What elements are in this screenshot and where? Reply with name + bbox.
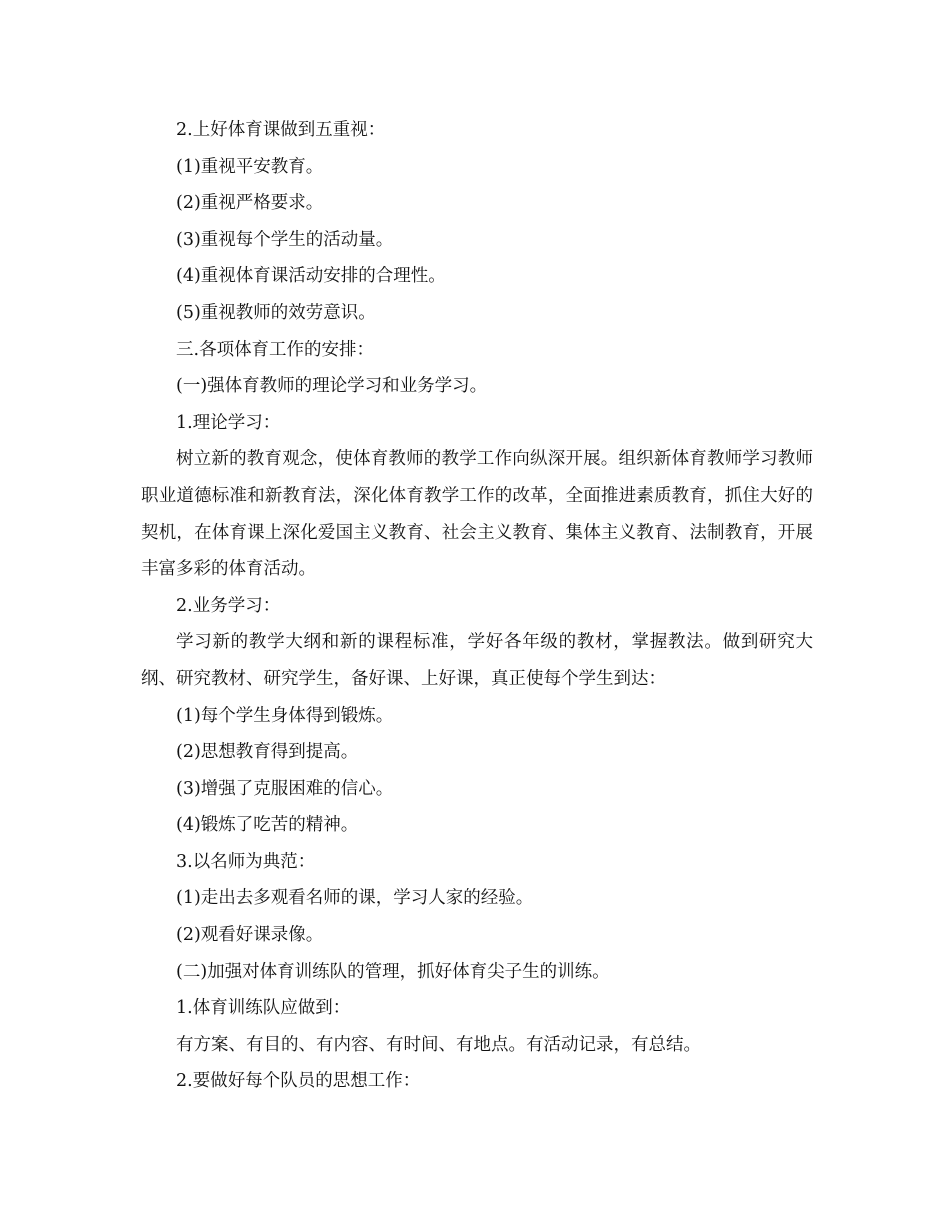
paragraph-business-study: 学习新的教学大纲和新的课程标准，学好各年级的教材，掌握教法。做到研究大纲、研究教材、研究学生，备好课、上好课，真正使每个学生到达： bbox=[141, 632, 813, 689]
heading-model-teachers: 3.以名师为典范： bbox=[176, 851, 316, 872]
paragraph-theory-study: 树立新的教育观念，使体育教师的教学工作向纵深开展。组织新体育教师学习教师职业道德标准和新教育法，深化体育教学工作的改革，全面推进素质教育，抓住大好的契机，在体育课上深化爱国主义教育、社会主义教育、集体主义教育、法制教育，开展丰富多彩的体育活动。 bbox=[141, 449, 813, 580]
heading-team-requirements: 1.体育训练队应做到： bbox=[176, 998, 351, 1019]
subsection-heading-study: (一)强体育教师的理论学习和业务学习。 bbox=[176, 376, 488, 397]
list-item: (4)重视体育课活动安排的合理性。 bbox=[176, 266, 446, 287]
heading-ideological-work: 2.要做好每个队员的思想工作： bbox=[176, 1071, 421, 1092]
list-item: (1)重视平安教育。 bbox=[176, 156, 324, 177]
list-item: (2)重视严格要求。 bbox=[176, 193, 324, 214]
document-body bbox=[141, 112, 813, 1100]
list-item: (2)观看好课录像。 bbox=[176, 925, 324, 946]
list-item: (5)重视教师的效劳意识。 bbox=[176, 302, 376, 323]
list-item: (1)走出去多观看名师的课，学习人家的经验。 bbox=[176, 888, 534, 909]
list-item: (3)增强了克服困难的信心。 bbox=[176, 778, 394, 799]
section-heading-arrangements: 三.各项体育工作的安排： bbox=[176, 339, 375, 360]
list-item: (1)每个学生身体得到锻炼。 bbox=[176, 705, 394, 726]
team-requirements-text: 有方案、有目的、有内容、有时间、有地点。有活动记录，有总结。 bbox=[176, 1034, 701, 1055]
heading-five-emphases: 2.上好体育课做到五重视： bbox=[176, 120, 386, 140]
heading-business-study: 2.业务学习： bbox=[176, 595, 281, 616]
heading-theory-study: 1.理论学习： bbox=[176, 412, 281, 433]
list-item: (4)锻炼了吃苦的精神。 bbox=[176, 815, 359, 836]
subsection-heading-training-team: (二)加强对体育训练队的管理，抓好体育尖子生的训练。 bbox=[176, 961, 610, 982]
list-item: (3)重视每个学生的活动量。 bbox=[176, 229, 394, 250]
list-item: (2)思想教育得到提高。 bbox=[176, 742, 359, 763]
